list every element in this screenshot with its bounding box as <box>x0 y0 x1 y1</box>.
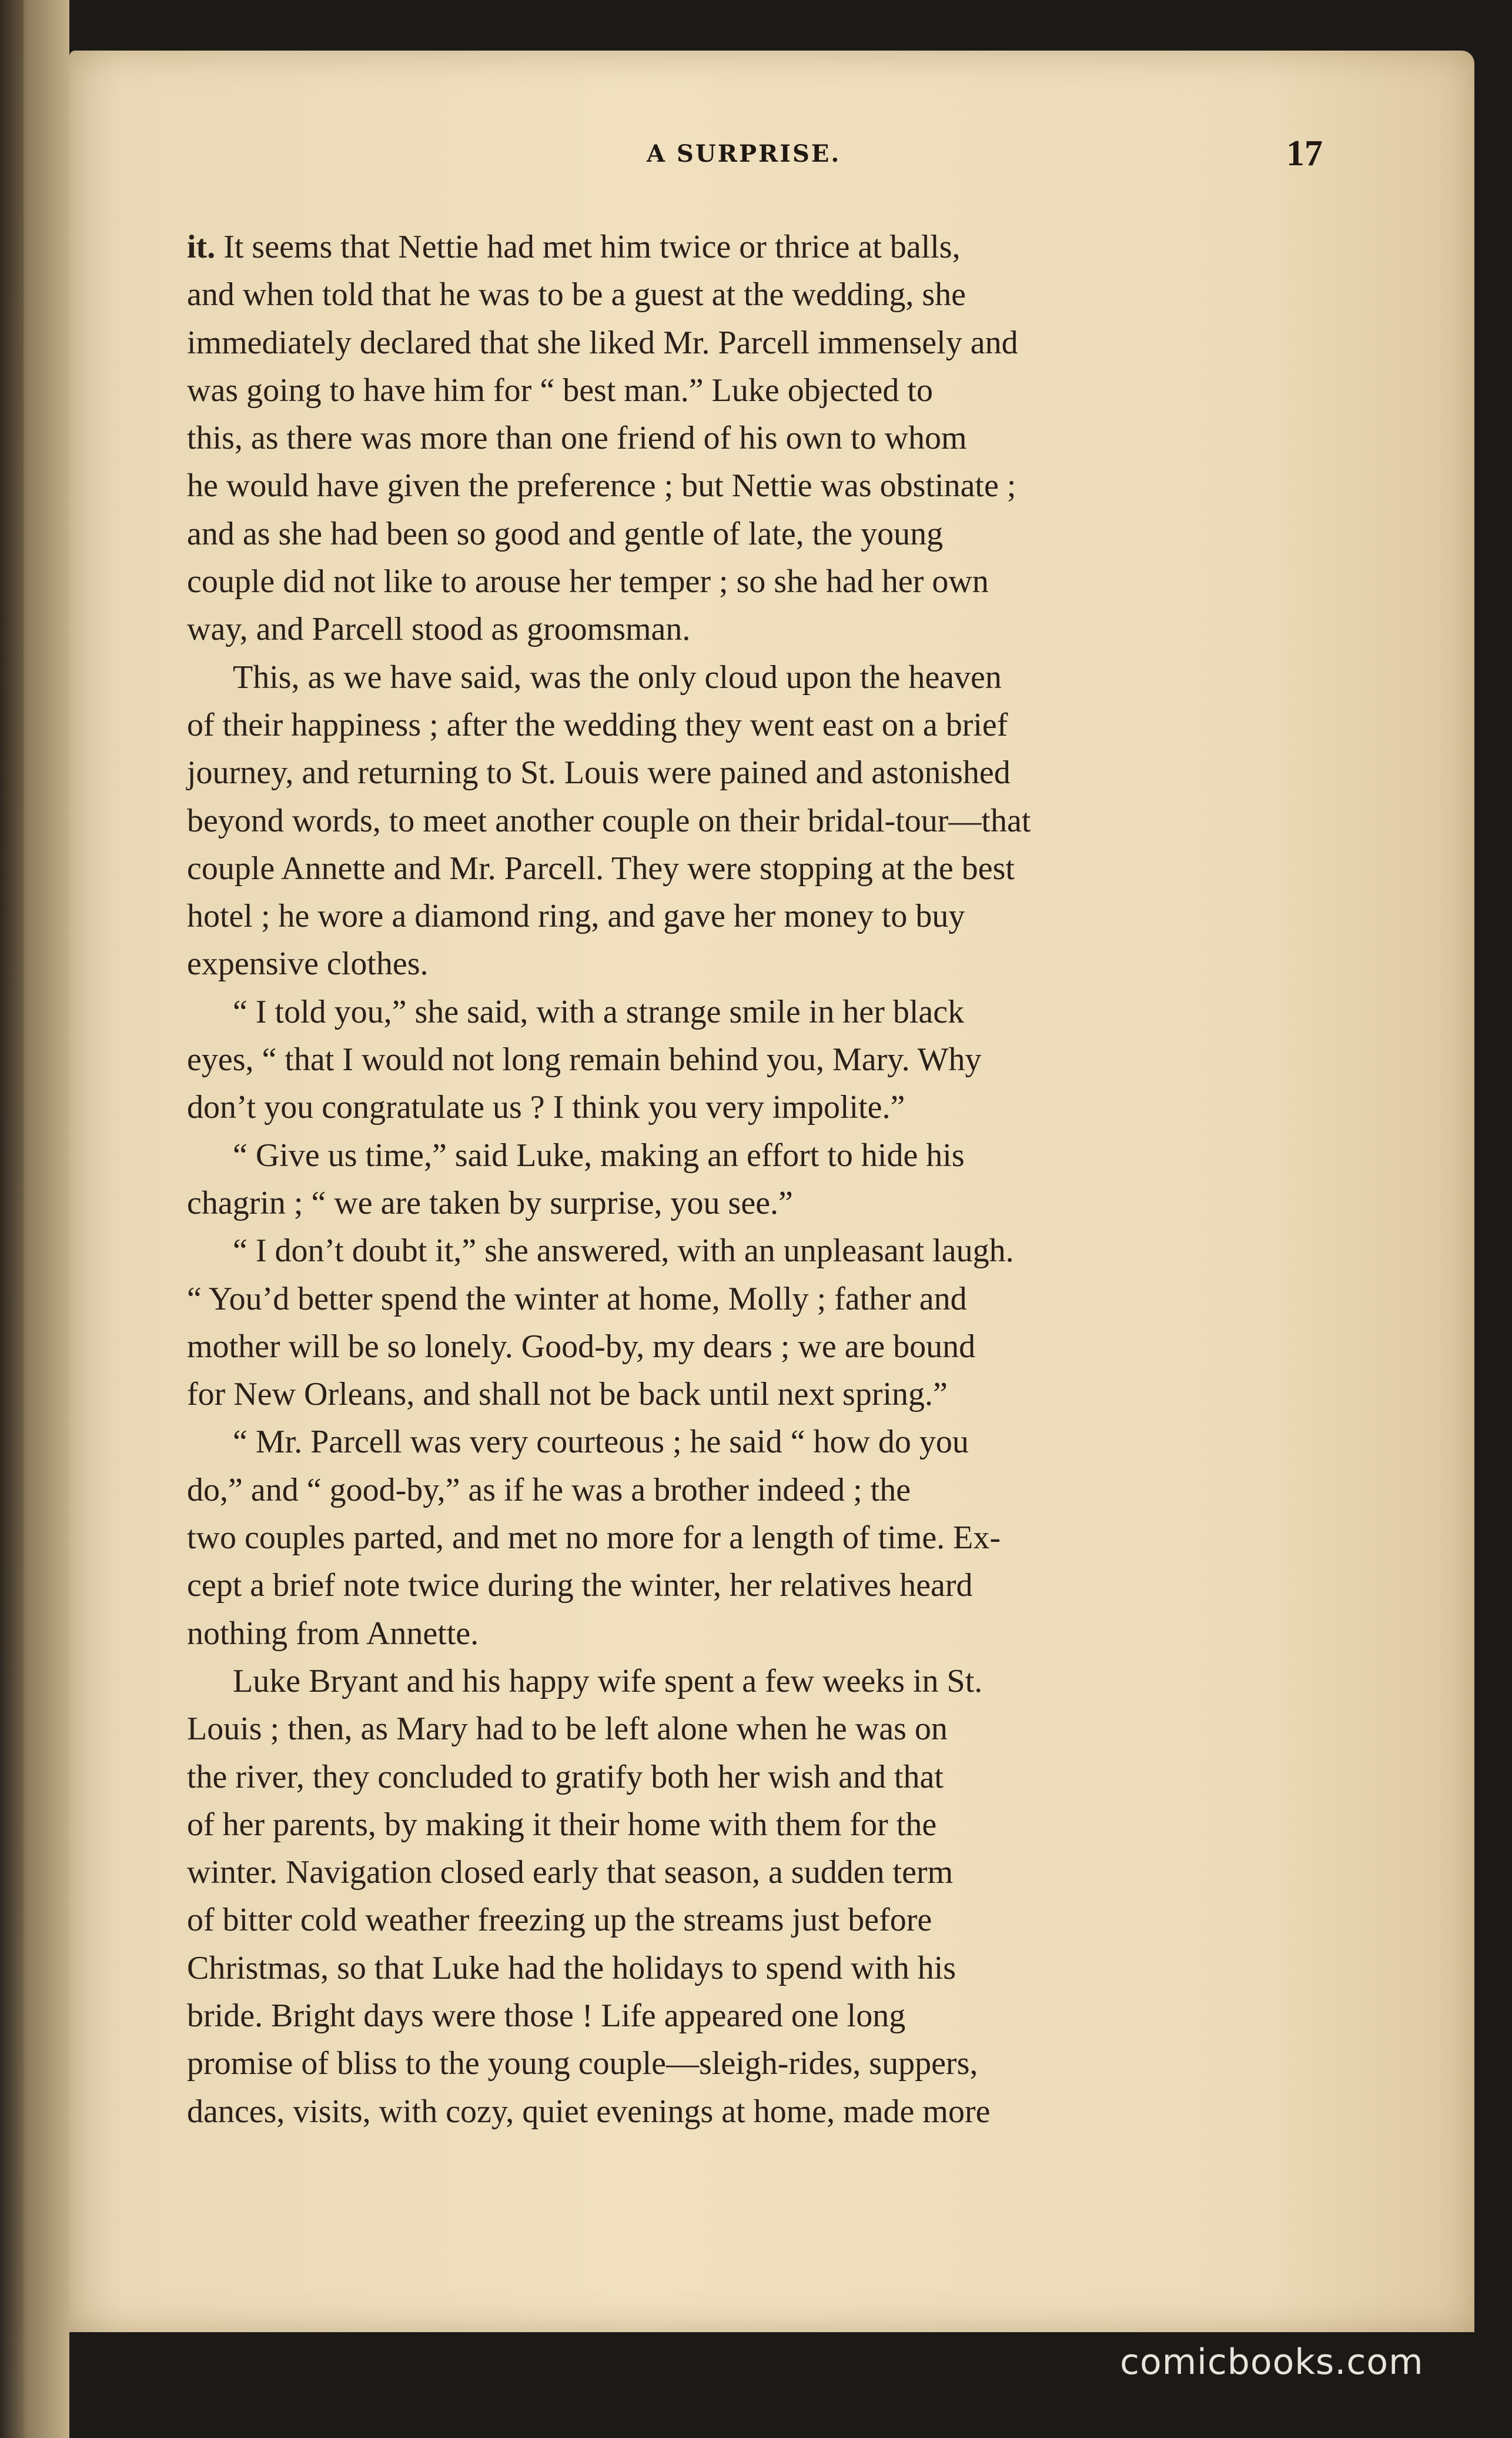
paragraph-6: “ Mr. Parcell was very courteous ; he said “ how do you do,” and “ good-by,” as if he was a brother indeed ; the two couples parted, and met no more for a length of time. Ex- cept a brief note twice during the winter, her relatives heard nothing from Annette. <box>187 1424 1001 1652</box>
paragraph-7: Luke Bryant and his happy wife spent a few weeks in St. Louis ; then, as Mary had to be left alone when he was on the river, they concluded to gratify both her wish and that of her parents, by making it their home with them for the winter. Navigation closed early that season, a sudden term of bitter cold weather freezing up the streams just before Christmas, so that Luke had the holidays to spend with his bride. Bright days were those ! Life appeared one long promise of bliss to the young couple—sleigh-rides, suppers, dances, visits, with cozy, quiet evenings at home, made more <box>187 1662 991 2130</box>
body-text <box>187 223 1327 2136</box>
paragraph-5: “ I don’t doubt it,” she answered, with an unpleasant laugh. “ You’d better spend the winter at home, Molly ; father and mother will be so lonely. Good-by, my dears ; we are bound for New Orleans, and shall not be back until next spring.” <box>187 1233 1014 1413</box>
paragraph-2: This, as we have said, was the only cloud upon the heaven of their happiness ; after the wedding they went east on a brief journey, and returning to St. Louis were pained and astonished beyond words, to meet another couple on their bridal-tour—that couple Annette and Mr. Parcell. They were stopping at the best hotel ; he wore a diamond ring, and gave her money to buy expensive clothes. <box>187 659 1031 983</box>
book-gutter <box>0 0 69 2438</box>
watermark-logo: comicbooks.com <box>1120 2342 1424 2383</box>
paragraph-1 <box>187 223 1327 654</box>
paragraph-1-text: It seems that Nettie had met him twice or thrice at balls, and when told that he was to be a guest at the wedding, she immediately declared that she liked Mr. Parcell immensely and was going to have him for “ best man.” Luke objected to this, as there was more than one friend of his own to whom he would have given the preference ; but Nettie was obstinate ; and as she had been so good and gentle of late, the young couple did not like to arouse her temper ; so she had her own way, and Parcell stood as groomsman. <box>187 229 1018 648</box>
paragraph-3: “ I told you,” she said, with a strange smile in her black eyes, “ that I would not long remain behind you, Mary. Why don’t you congratulate us ? I think you very impolite.” <box>187 993 982 1126</box>
page-number: 17 <box>1286 133 1323 173</box>
paragraph-4: “ Give us time,” said Luke, making an effort to hide his chagrin ; “ we are taken by surprise, you see.” <box>187 1137 965 1221</box>
spine-edge <box>0 0 24 2438</box>
paragraph-1-lead: it. <box>187 229 216 265</box>
running-head: A SURPRISE. <box>647 140 841 168</box>
